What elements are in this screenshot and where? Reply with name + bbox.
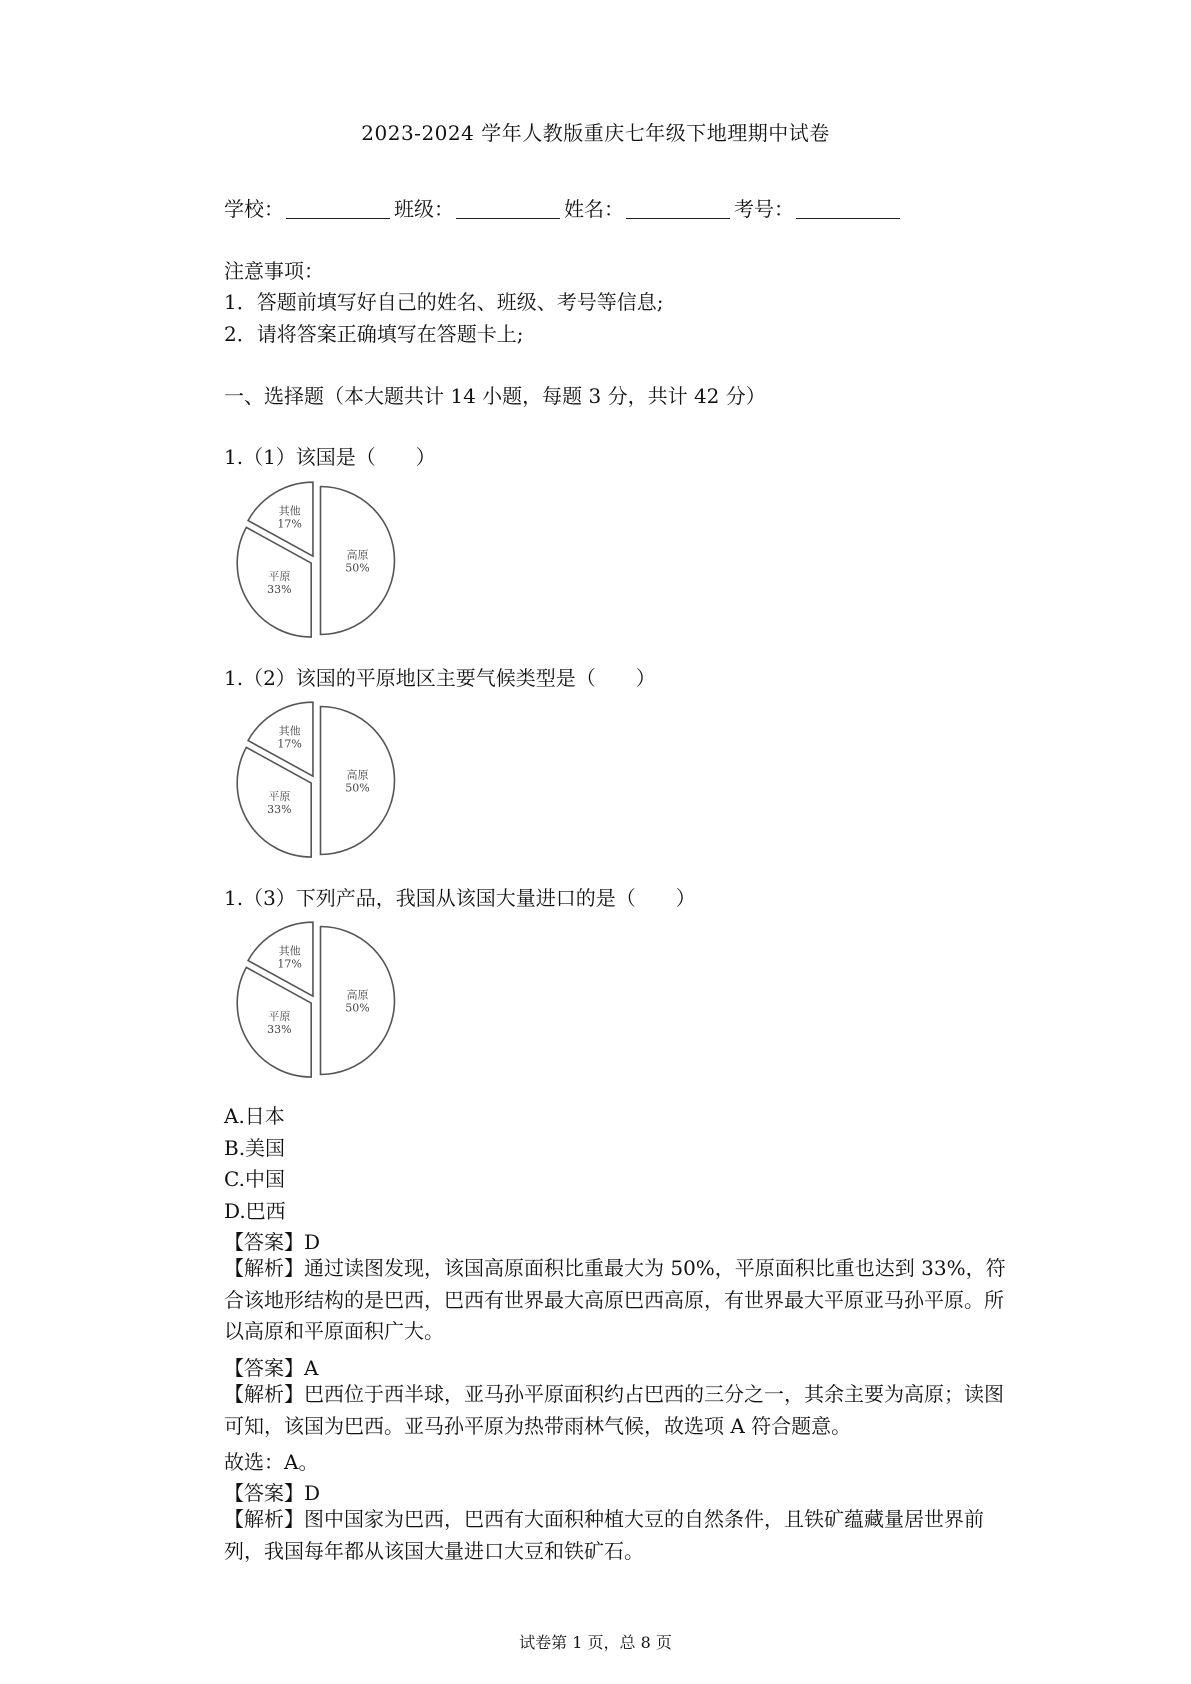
analysis-text: 【解析】巴西位于西半球，亚马孙平原面积约占巴西的三分之一，其余主要为高原；读图可知，该国为巴西。亚马孙平原为热带雨林气候，故选项 A 符合题意。 (224, 1382, 1004, 1438)
pie-slice-label: 高原 (346, 768, 369, 782)
note-item: 1．答题前填写好自己的姓名、班级、考号等信息; (224, 290, 664, 314)
pie-slice-label: 高原 (346, 988, 369, 1002)
pie-slice-label: 平原 (268, 569, 291, 583)
pie-slice-percent: 50% (345, 781, 370, 795)
pie-slice-percent: 17% (277, 737, 302, 751)
answer-label: 【答案】D (224, 1481, 321, 1505)
notes-heading: 注意事项： (224, 259, 324, 283)
pie-slice-percent: 17% (277, 957, 302, 971)
pie-slice-percent: 50% (345, 1001, 370, 1015)
class-blank[interactable] (456, 198, 560, 219)
option-a: A.日本 (224, 1104, 285, 1128)
answer-label: 【答案】D (224, 1230, 321, 1254)
answer-label: 【答案】A (224, 1356, 319, 1380)
name-blank[interactable] (626, 198, 730, 219)
option-b: B.美国 (224, 1136, 286, 1160)
name-label: 姓名： (564, 197, 624, 221)
question-text: 1.（1）该国是（ ） (224, 445, 436, 469)
pie-slice-percent: 33% (267, 582, 292, 596)
question-text: 1.（2）该国的平原地区主要气候类型是（ ） (224, 666, 656, 690)
question-text: 1.（3）下列产品，我国从该国大量进口的是（ ） (224, 886, 696, 910)
pie-slice-label: 平原 (268, 789, 291, 803)
school-label: 学校： (224, 197, 284, 221)
exam-no-blank[interactable] (796, 198, 900, 219)
pie-slice-label: 平原 (268, 1009, 291, 1023)
school-blank[interactable] (286, 198, 390, 219)
student-info-line (224, 193, 904, 222)
page-title: 2023-2024 学年人教版重庆七年级下地理期中试卷 (361, 121, 830, 145)
pie-slice-label: 其他 (278, 724, 301, 738)
pie-slice-label: 高原 (346, 548, 369, 562)
section-heading: 一、选择题（本大题共计 14 小题，每题 3 分，共计 42 分） (224, 384, 766, 408)
exam-no-label: 考号： (734, 197, 794, 221)
analysis-text: 【解析】通过读图发现，该国高原面积比重最大为 50%，平原面积比重也达到 33%，符合该地形结构的是巴西，巴西有世界最大高原巴西高原，有世界最大平原亚马孙平原。所以高原和平原面积广大。 (224, 1256, 1006, 1343)
class-label: 班级： (394, 197, 454, 221)
pie-slice-percent: 50% (345, 561, 370, 575)
option-c: C.中国 (224, 1167, 285, 1191)
note-item: 2．请将答案正确填写在答题卡上; (224, 322, 524, 346)
pie-slice-percent: 33% (267, 802, 292, 816)
pie-slice-label: 其他 (278, 504, 301, 518)
pie-slice-percent: 33% (267, 1022, 292, 1036)
pie-slice-percent: 17% (277, 517, 302, 531)
option-d: D.巴西 (224, 1199, 286, 1223)
pie-chart (233, 478, 398, 643)
analysis-text: 【解析】图中国家为巴西，巴西有大面积种植大豆的自然条件，且铁矿蕴藏量居世界前列，我国每年都从该国大量进口大豆和铁矿石。 (224, 1507, 984, 1563)
pie-chart (233, 918, 398, 1083)
page-footer: 试卷第 1 页，总 8 页 (519, 1633, 672, 1652)
pie-slice-label: 其他 (278, 944, 301, 958)
pie-chart (233, 698, 398, 863)
conclusion-text: 故选：A。 (224, 1450, 319, 1474)
